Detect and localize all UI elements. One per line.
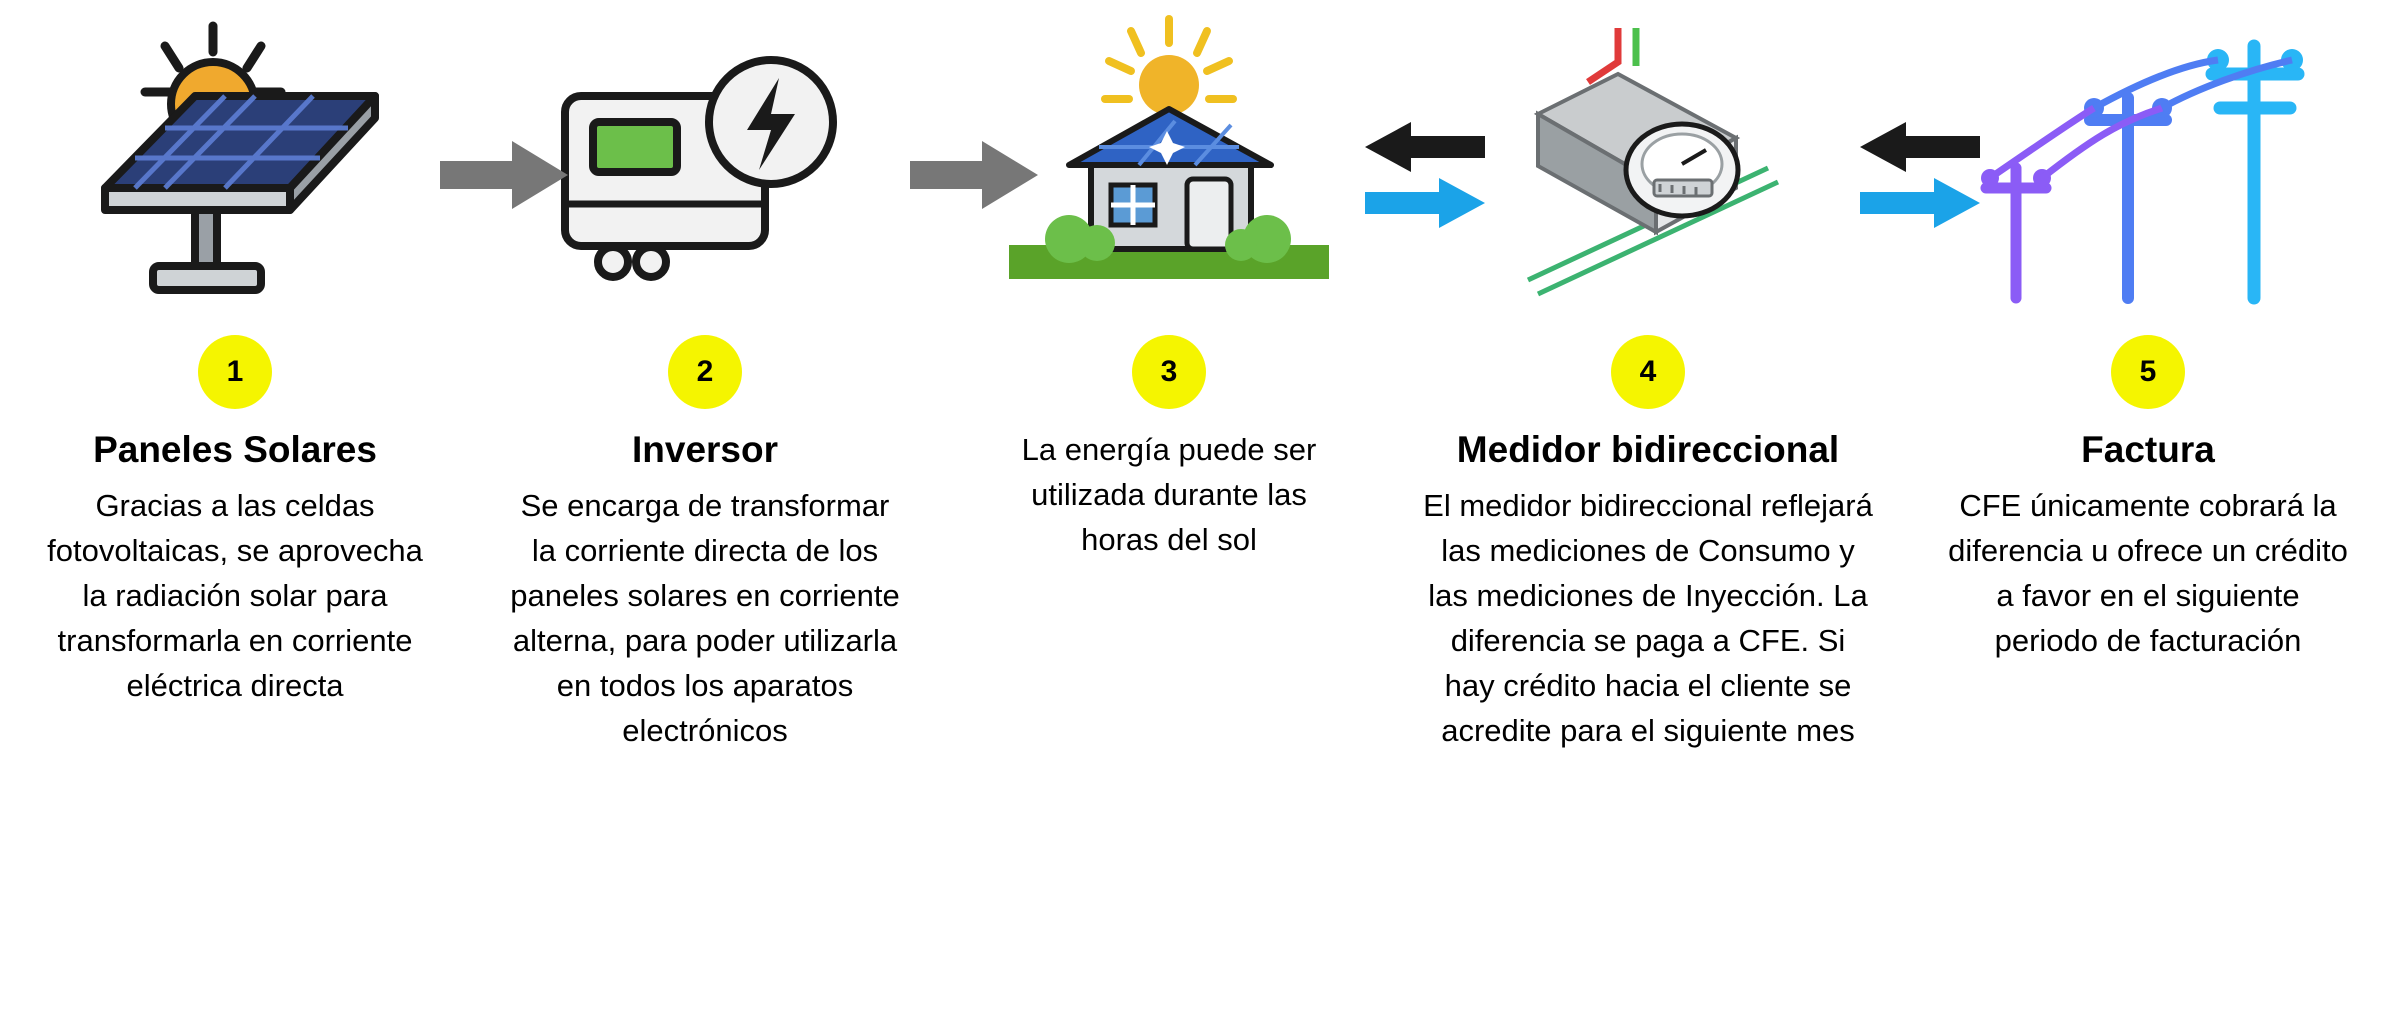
arrow-bidirectional-2 (1845, 130, 1995, 220)
step-badge: 1 (198, 335, 272, 409)
step-bidirectional-meter (1398, 0, 1898, 753)
step-house-consumption (940, 0, 1398, 562)
step-invoice-grid (1898, 0, 2398, 663)
arrow-right-gray-2 (900, 130, 1050, 220)
arrow-left-dark-icon (1365, 122, 1485, 172)
step-title: Factura (2081, 429, 2215, 470)
step-badge: 3 (1132, 335, 1206, 409)
step-title: Inversor (631, 429, 778, 470)
arrow-left-dark-icon (1860, 122, 1980, 172)
step-inverter (470, 0, 940, 753)
step-badge: 2 (668, 335, 742, 409)
arrow-right-gray-1 (430, 130, 580, 220)
solar-panel-with-sun-icon (10, 0, 460, 335)
step-description: CFE únicamente cobrará la diferencia u ofrece un crédito a favor en el siguiente periodo de facturación (1948, 488, 2348, 658)
arrow-right-blue-icon (1365, 178, 1485, 228)
step-description: El medidor bidireccional reflejará las mediciones de Consumo y las mediciones de Inyección. La diferencia se paga a CFE. Si hay crédito hacia el cliente se acredite para el siguiente mes (1423, 488, 1873, 748)
step-solar-panels (0, 0, 470, 708)
step-description: Gracias a las celdas fotovoltaicas, se aprovecha la radiación solar para transformarla en corriente eléctrica directa (47, 488, 423, 703)
step-title: Paneles Solares (93, 429, 377, 470)
step-badge: 4 (1611, 335, 1685, 409)
step-title: Medidor bidireccional (1456, 429, 1840, 470)
step-badge: 5 (2111, 335, 2185, 409)
step-description: La energía puede ser utilizada durante las horas del sol (1021, 432, 1317, 557)
arrow-bidirectional-1 (1350, 130, 1500, 220)
arrow-right-blue-icon (1860, 178, 1980, 228)
step-description: Se encarga de transformar la corriente directa de los paneles solares en corriente alterna, para poder utilizarla en todos los aparatos electrónicos (510, 488, 900, 748)
